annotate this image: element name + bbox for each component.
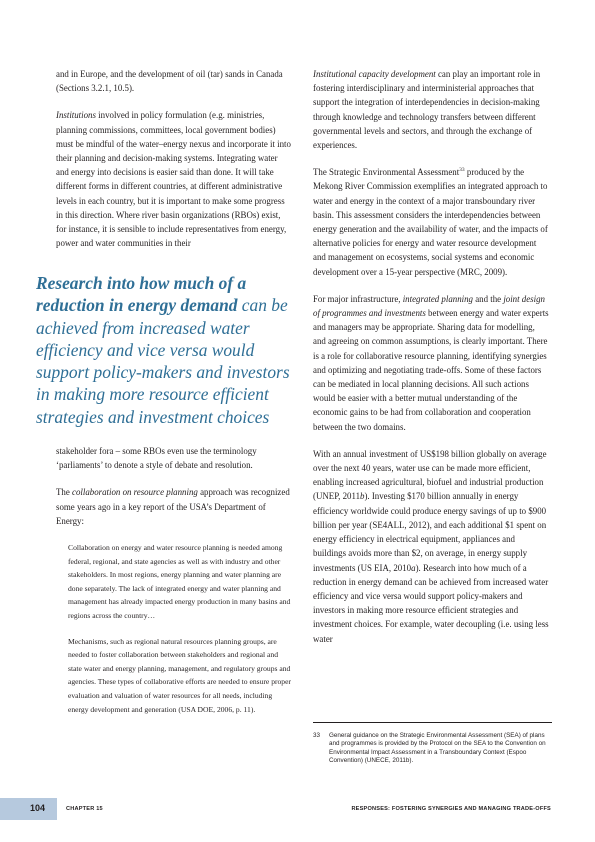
- footnote-ref[interactable]: 33: [459, 167, 465, 174]
- emphasis: a: [411, 562, 416, 573]
- paragraph-text: The: [56, 487, 73, 498]
- left-column-bottom: [56, 444, 292, 728]
- footnote: [313, 732, 551, 766]
- left-column-top: [56, 67, 292, 263]
- paragraph-text: and the: [472, 293, 504, 304]
- paragraph-text: involved in policy formulation (e.g. ministries, planning commissions, committees, local government bodies) must be mindful of the water–energy nexus and incorporate it into their planning and decision-making systems. Integrating water and energy into decisions is easier said than done. It will take different forms in different countries, at different administrative levels in each country, but it is important to make some progress in this direction. Where river basin organizations (RBOs) exist, for instance, it is sensible to include representatives from energy, power and water communities in their: [56, 110, 291, 249]
- paragraph: [56, 108, 292, 250]
- paragraph: stakeholder fora – some RBOs even use the terminology ‘parliaments’ to denote a style of debate and resolution.: [56, 446, 257, 471]
- chapter-label: CHAPTER 15: [66, 806, 103, 812]
- paragraph: and in Europe, and the development of oil (tar) sands in Canada (Sections 3.2.1, 10.5).: [56, 69, 283, 94]
- paragraph: [313, 447, 549, 646]
- emphasis: joint design of programmes and investments: [313, 293, 545, 319]
- paragraph-text: can play an important role in fostering interdisciplinary and interministerial approaches that support the integration of interdependencies in decision-making through knowledge and technology transfers between different governmental levels and sectors, and through the exchange of experiences.: [313, 69, 541, 151]
- emphasis: integrated planning: [402, 293, 473, 304]
- paragraph: [313, 165, 549, 279]
- section-title: RESPONSES: FOSTERING SYNERGIES AND MANAGING TRADE-OFFS: [351, 806, 551, 812]
- pull-quote: [36, 272, 298, 428]
- paragraph-text: ). Investing $170 billion annually in energy efficiency worldwide could produce energy savings of up to $900 billion per year (SE4ALL, 2012), and each additional $1 spent on energy efficiency in electrical equipment, appliances and buildings avoids more than $2, on average, in energy supply investments (US EIA, 2010: [313, 491, 547, 573]
- paragraph-text: produced by the Mekong River Commission exemplifies an integrated approach to water and energy in the context of a major transboundary river basin. This assessment considers the interdependencies between energy generation and the availability of water, and the impacts of alternative policies for energy and water resource development and management on ecosystems, social systems and economic development over a 15-year perspective (MRC, 2009).: [313, 167, 548, 277]
- paragraph-text: With an annual investment of US$198 billion globally on average over the next 40 years, water use can be made more efficient, enabling increased agricultural, biofuel and industrial production (UNEP, 2011: [313, 448, 547, 502]
- emphasis: Institutions: [56, 110, 96, 121]
- paragraph: [56, 485, 292, 528]
- footnote-text: General guidance on the Strategic Environmental Assessment (SEA) of plans and programmes is provided by the Protocol on the SEA to the Convention on Environmental Impact Assessment in a Transboundary Context (Espoo Convention) (UNECE, 2011b).: [329, 732, 546, 765]
- page-number-tab: [0, 798, 57, 820]
- emphasis: collaboration on resource planning: [72, 487, 198, 498]
- paragraph: [313, 292, 549, 434]
- paragraph-text: For major infrastructure,: [313, 293, 403, 304]
- pull-quote-bold: Research into how much of a reduction in energy demand: [36, 273, 247, 316]
- page-number: 104: [30, 803, 46, 813]
- emphasis: Institutional capacity development: [313, 69, 436, 79]
- block-quote: Mechanisms, such as regional natural resources planning groups, are needed to foster collaboration between stakeholders and regional and state water and energy planning, management, and regulatory groups and agencies. These types of collaborative efforts are needed to ensure proper evaluation and valuation of water resources for all needs, including energy development and generation (USA DOE, 2006, p. 11).: [68, 636, 292, 714]
- right-column: [313, 67, 549, 659]
- block-quote: Collaboration on energy and water resource planning is needed among federal, regional, and state agencies as well as with industry and other stakeholders. In most regions, energy planning and water planning are done separately. The lack of integrated energy and water planning and management has already impacted energy production in many basins and regions across the country…: [68, 543, 291, 620]
- footnote-divider: [313, 722, 552, 723]
- paragraph-text: between energy and water experts and managers may be appropriate. Sharing data for modelling, and agreeing on common assumptions, is clearly important. There is a role for collaborative resource planning, identifying synergies and optimizing and negotiating trade-offs. Some of these factors can be mediated in local planning decisions. All such actions would be easier with a better mutual understanding of the economic gains to be had from collaboration and cooperation between the two domains.: [313, 308, 549, 432]
- footnote-number: 33: [313, 732, 321, 739]
- emphasis: b: [360, 491, 365, 502]
- paragraph: [313, 67, 549, 152]
- pull-quote-text: can be achieved from increased water efficiency and vice versa would support policy-makers and investors in making more resource efficient strategies and investment choices: [36, 295, 290, 427]
- paragraph-text: ). Research into how much of a reduction in energy demand can be achieved from increased water efficiency and vice versa would support policy-makers and investors in making more resource efficient strategies and investment choices. For example, water decoupling (i.e. using less water: [313, 562, 549, 644]
- paragraph-text: approach was recognized some years ago in a key report of the USA’s Department of Energy:: [56, 487, 290, 526]
- paragraph-text: The Strategic Environmental Assessment: [313, 167, 460, 178]
